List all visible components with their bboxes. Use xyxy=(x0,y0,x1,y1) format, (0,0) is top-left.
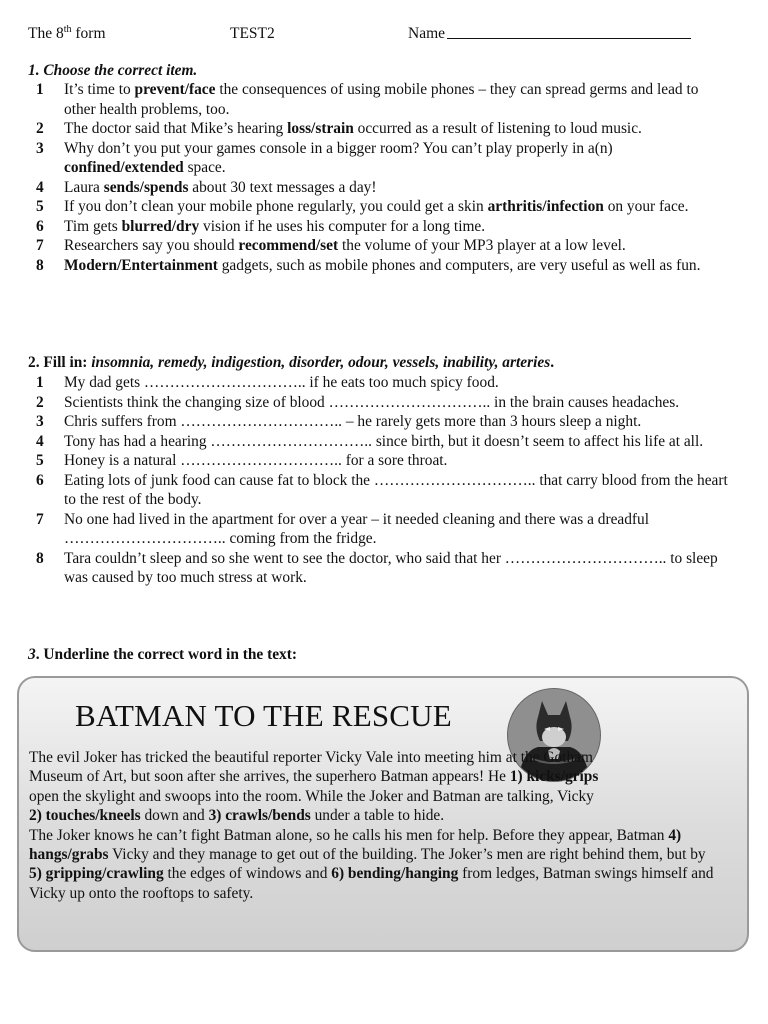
section-2-item xyxy=(28,432,728,452)
item-number: 1 xyxy=(36,81,44,98)
item-number: 5 xyxy=(36,452,44,469)
item-number: 3 xyxy=(36,139,44,157)
item-choice[interactable]: loss/strain xyxy=(287,120,354,137)
item-text-part: It’s time to xyxy=(64,81,135,98)
item-choice[interactable]: confined/extended xyxy=(64,159,184,176)
item-text xyxy=(64,179,377,196)
fill-in-sentence: Tara couldn’t sleep and so she went to see the doctor, who said that her ………………………….. to sleep was caused by too much stress at work. xyxy=(64,549,718,586)
item-text-part: occurred as a result of listening to loud music. xyxy=(353,120,642,137)
item-choice[interactable]: arthritis/infection xyxy=(487,198,604,215)
fill-in-sentence: Eating lots of junk food can cause fat to block the ………………………….. that carry blood from the heart to the rest of the body. xyxy=(64,471,728,508)
item-text-part: about 30 text messages a day! xyxy=(188,178,377,196)
section-2-item xyxy=(28,393,728,413)
passage-choice[interactable]: 1) kicks/grips xyxy=(509,768,599,786)
passage-choice[interactable]: 4) hangs/grabs xyxy=(29,826,682,864)
fill-in-sentence: My dad gets ………………………….. if he eats too much spicy food. xyxy=(64,374,499,391)
item-choice[interactable]: Modern/Entertainment xyxy=(64,256,218,274)
section-1-item xyxy=(28,178,728,198)
section-1-item xyxy=(28,119,728,139)
fill-in-sentence: Chris suffers from ………………………….. – he rarely gets more than 3 hours sleep a night. xyxy=(64,413,642,430)
fill-in-sentence: Scientists think the changing size of blood ………………………….. in the brain causes headaches. xyxy=(64,393,680,411)
item-text-part: space. xyxy=(183,159,226,176)
passage-choice[interactable]: 5) gripping/crawling xyxy=(29,865,164,883)
worksheet-header xyxy=(28,24,728,48)
passage-text-part: open the skylight and swoops into the room. While the Joker and Batman are talking, Vicky xyxy=(29,787,594,805)
item-number: 8 xyxy=(36,256,44,274)
name-blank-line xyxy=(447,24,691,39)
item-text-part: Researchers say you should xyxy=(64,237,239,254)
item-text-part: The doctor said that Mike’s hearing xyxy=(64,120,288,137)
section-1-list xyxy=(28,80,728,275)
item-text xyxy=(64,120,642,137)
item-number: 4 xyxy=(36,178,44,196)
section-2-item xyxy=(28,451,728,471)
section-2-item xyxy=(28,412,728,432)
item-choice[interactable]: recommend/set xyxy=(238,237,339,254)
section-2-item xyxy=(28,471,728,510)
section-1-item xyxy=(28,256,728,276)
item-text xyxy=(64,140,613,177)
fill-in-sentence: No one had lived in the apartment for over a year – it needed cleaning and there was a dreadful ………………………….. coming from the fridge. xyxy=(64,510,650,547)
passage-title: BATMAN TO THE RESCUE xyxy=(75,698,452,733)
item-text-part: Laura xyxy=(64,178,104,196)
section-3-title: 3. Underline the correct word in the text: xyxy=(28,646,297,663)
item-number: 4 xyxy=(36,432,44,450)
item-number: 7 xyxy=(36,237,44,254)
passage-text-part: The evil Joker has tricked the beautiful reporter Vicky Vale into meeting him at the Gotham Museum of Art, but soon after she arrives, the superhero Batman appears! He xyxy=(29,749,593,786)
section-1-item xyxy=(28,217,728,237)
section-1-title: 1. Choose the correct item. xyxy=(28,62,198,79)
item-text xyxy=(64,218,485,235)
item-text-part: the volume of your MP3 player at a low level. xyxy=(338,237,626,254)
passage-text-part: Vicky and they manage to get out of the building. The Joker’s men are right behind them, but by xyxy=(108,846,706,864)
item-text-part: Tim gets xyxy=(64,217,122,235)
section-2-item xyxy=(28,549,728,588)
item-number: 6 xyxy=(36,217,44,235)
item-number: 8 xyxy=(36,549,44,567)
section-1-item xyxy=(28,236,728,256)
passage-text xyxy=(29,748,719,903)
section-2-item xyxy=(28,373,728,393)
item-number: 2 xyxy=(36,393,44,411)
passage-choice[interactable]: 2) touches/kneels xyxy=(29,807,141,825)
section-1-item xyxy=(28,197,728,217)
name-field: Name xyxy=(408,24,445,44)
item-number: 7 xyxy=(36,510,44,528)
form-label: The 8th form xyxy=(28,23,106,42)
image-wrap-spacer xyxy=(605,748,719,788)
item-text-part: gadgets, such as mobile phones and computers, are very useful as well as fun. xyxy=(217,256,701,274)
item-number: 6 xyxy=(36,471,44,489)
item-text-part: If you don’t clean your mobile phone regularly, you could get a skin xyxy=(64,198,488,215)
item-text xyxy=(64,198,688,215)
item-text xyxy=(64,81,698,118)
section-2-list xyxy=(28,373,728,588)
passage-text-part: The Joker knows he can’t fight Batman alone, so he calls his men for help. Before they appear, Batman xyxy=(29,826,669,844)
reading-passage-box xyxy=(17,676,749,952)
item-choice[interactable]: blurred/dry xyxy=(121,217,200,235)
fill-in-sentence: Honey is a natural ………………………….. for a sore throat. xyxy=(64,452,448,469)
passage-choice[interactable]: 6) bending/hanging xyxy=(331,865,459,883)
item-text-part: on your face. xyxy=(603,198,689,215)
item-text-part: Why don’t you put your games console in a bigger room? You can’t play properly in a(n) xyxy=(64,139,613,157)
item-text xyxy=(64,237,626,254)
passage-text-part: down and xyxy=(140,807,209,825)
section-1-item xyxy=(28,139,728,178)
item-number: 5 xyxy=(36,198,44,215)
passage-text-part: from ledges, Batman swings himself and Vicky up onto the rooftops to safety. xyxy=(29,865,714,902)
test-label: TEST2 xyxy=(230,25,275,42)
section-2-item xyxy=(28,510,728,549)
item-number: 2 xyxy=(36,120,44,137)
fill-in-sentence: Tony has had a hearing ………………………….. since birth, but it doesn’t seem to affect his life at all. xyxy=(64,432,704,450)
passage-text-part: the edges of windows and xyxy=(163,865,332,883)
item-number: 3 xyxy=(36,413,44,430)
passage-paragraph-2 xyxy=(29,826,719,904)
item-number: 1 xyxy=(36,374,44,391)
item-choice[interactable]: prevent/face xyxy=(134,81,216,98)
item-text xyxy=(64,257,700,274)
passage-text-part: under a table to hide. xyxy=(310,807,445,825)
section-1-item xyxy=(28,80,728,119)
section-2-title: 2. Fill in: insomnia, remedy, indigestion, disorder, odour, vessels, inability, arteries. xyxy=(28,354,555,371)
passage-choice[interactable]: 3) crawls/bends xyxy=(208,807,311,825)
item-text-part: vision if he uses his computer for a long time. xyxy=(199,217,486,235)
item-choice[interactable]: sends/spends xyxy=(103,178,189,196)
item-text-part: the consequences of using mobile phones – they can spread germs and lead to other health problems, too. xyxy=(64,81,699,118)
